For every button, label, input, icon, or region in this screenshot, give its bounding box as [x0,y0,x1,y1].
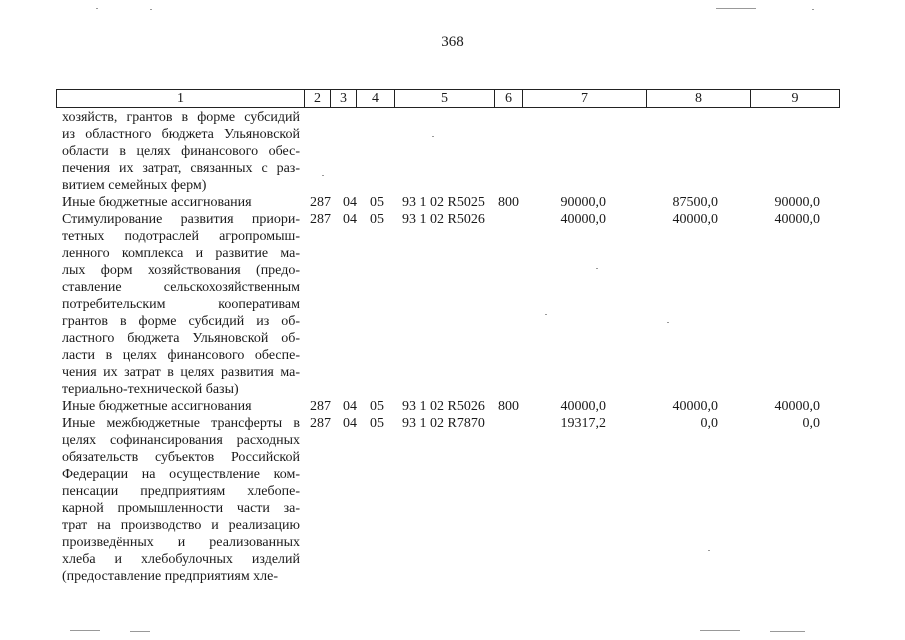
page-number: 368 [441,34,464,50]
description-line: области в целях финансового обес- [62,144,300,159]
column-header-4: 4 [356,90,394,107]
description-line: пенсации предприятиям хлебопе- [62,484,300,499]
cell-c9: 0,0 [802,416,820,431]
row-description [62,398,300,415]
description-line: чения их затрат в целях развития ма- [62,365,300,380]
cell-c3: 04 [343,416,357,431]
description-line: Стимулирование развития приори- [62,212,300,227]
description-line: трат на производство и реализацию [62,518,300,533]
description-line: Иные бюджетные ассигнования [62,195,252,210]
cell-c5: 93 1 02 R5025 [402,195,485,210]
description-line: обязательств субъектов Российской [62,450,300,465]
description-line: ставление сельскохозяйственным [62,280,300,295]
cell-c4: 05 [370,399,384,414]
description-line: Иные бюджетные ассигнования [62,399,252,414]
description-line: лых форм хозяйствования (предо- [62,263,300,278]
cell-c8: 40000,0 [672,399,718,414]
cell-c8: 40000,0 [672,212,718,227]
table-column-header [56,89,840,108]
cell-c2: 287 [310,399,331,414]
row-description [62,211,300,398]
description-line: ласти в целях финансового обеспе- [62,348,300,363]
description-line: потребительским кооперативам [62,297,300,312]
description-line: целях софинансирования расходных [62,433,300,448]
description-line: Федерации на осуществление ком- [62,467,300,482]
cell-c5: 93 1 02 R5026 [402,399,485,414]
description-line: ластного бюджета Ульяновской об- [62,331,300,346]
row-description [62,109,300,194]
column-header-8: 8 [646,90,750,107]
cell-c8: 87500,0 [672,195,718,210]
description-line: териально-технической базы) [62,382,239,397]
cell-c9: 40000,0 [774,212,820,227]
cell-c2: 287 [310,195,331,210]
description-line: грантов в форме субсидий из об- [62,314,300,329]
cell-c7: 40000,0 [560,399,606,414]
description-line: хлеба и хлебобулочных изделий [62,552,300,567]
cell-c8: 0,0 [700,416,718,431]
description-line: из областного бюджета Ульяновской [62,127,300,142]
cell-c4: 05 [370,195,384,210]
cell-c7: 40000,0 [560,212,606,227]
column-header-7: 7 [522,90,646,107]
cell-c3: 04 [343,399,357,414]
column-header-1: 1 [56,90,304,107]
cell-c2: 287 [310,416,331,431]
row-description [62,415,300,585]
column-header-5: 5 [394,90,494,107]
column-header-6: 6 [494,90,522,107]
description-line: ленного комплекса и развитие ма- [62,246,300,261]
cell-c6: 800 [498,195,519,210]
cell-c7: 90000,0 [560,195,606,210]
description-line: Иные межбюджетные трансферты в [62,416,300,431]
cell-c5: 93 1 02 R7870 [402,416,485,431]
cell-c7: 19317,2 [560,416,606,431]
description-line: карной промышленности части за- [62,501,300,516]
cell-c2: 287 [310,212,331,227]
row-description [62,194,300,211]
column-header-3: 3 [330,90,356,107]
cell-c4: 05 [370,212,384,227]
description-line: (предоставление предприятиям хле- [62,569,279,584]
description-line: хозяйств, грантов в форме субсидий [62,110,300,125]
cell-c3: 04 [343,212,357,227]
description-line: произведённых и реализованных [62,535,300,550]
description-line: тетных подотраслей агропромыш- [62,229,300,244]
column-header-2: 2 [304,90,330,107]
cell-c6: 800 [498,399,519,414]
cell-c9: 40000,0 [774,399,820,414]
cell-c5: 93 1 02 R5026 [402,212,485,227]
description-line: печения их затрат, связанных с раз- [62,161,300,176]
cell-c3: 04 [343,195,357,210]
cell-c9: 90000,0 [774,195,820,210]
column-header-9: 9 [750,90,840,107]
cell-c4: 05 [370,416,384,431]
description-line: витием семейных ферм) [62,178,207,193]
